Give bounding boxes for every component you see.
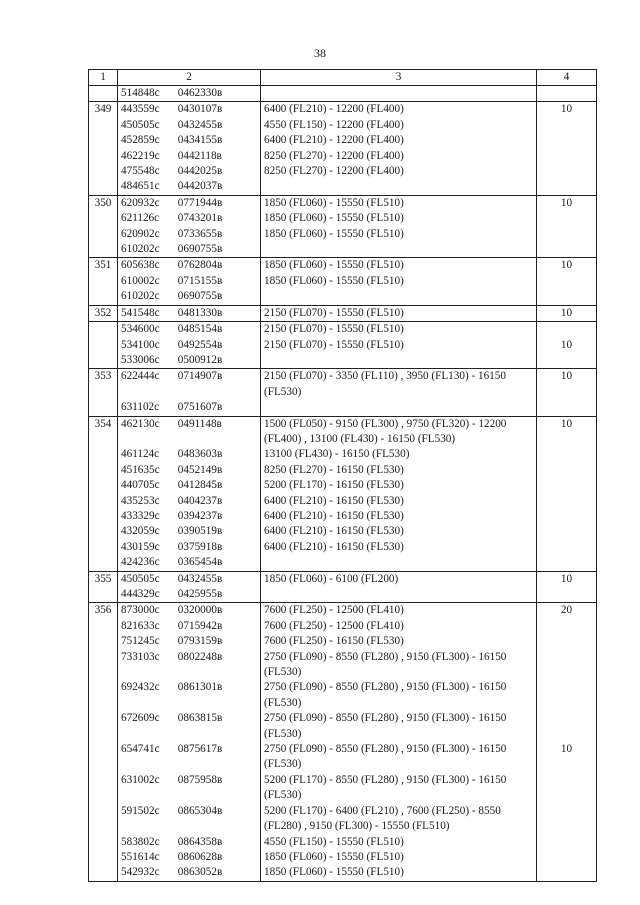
- latitude-code: 605638с: [121, 259, 160, 272]
- altitude-range: 1850 (FL060) - 15550 (FL510): [264, 866, 404, 879]
- coordinate-line: [121, 524, 257, 539]
- longitude-code: 0875617в: [177, 743, 223, 756]
- coordinate-line: [121, 572, 257, 587]
- value-line: 10: [560, 103, 573, 116]
- altitude-levels-cell: [261, 195, 537, 258]
- altitude-range: 8250 (FL270) - 16150 (FL530): [264, 463, 404, 476]
- longitude-code: 0462330в: [177, 87, 223, 99]
- latitude-code: 484651с: [121, 180, 160, 193]
- coordinate-line: [121, 179, 257, 194]
- longitude-code: 0743201в: [177, 212, 223, 225]
- latitude-code: 451635с: [121, 463, 160, 476]
- coordinate-line: [121, 227, 257, 242]
- coordinate-line: [121, 634, 257, 649]
- coordinate-line: [121, 306, 257, 321]
- coordinates-table: [88, 69, 597, 882]
- altitude-range: 6400 (FL210) - 16150 (FL530): [264, 494, 404, 507]
- coordinate-line: [121, 400, 257, 415]
- coordinates-cell: [118, 416, 261, 571]
- latitude-code: 622444с: [121, 370, 160, 383]
- value-line: [540, 711, 593, 726]
- coordinate-line: [121, 665, 257, 680]
- latitude-code: 424236с: [121, 556, 160, 569]
- longitude-code: 0714907в: [177, 370, 223, 383]
- altitude-range: 1850 (FL060) - 15550 (FL510): [264, 259, 404, 272]
- altitude-range: 1850 (FL060) - 15550 (FL510): [264, 274, 404, 287]
- coordinate-line: [121, 742, 257, 757]
- row-number-cell: 355: [89, 571, 118, 603]
- altitude-levels-cell: [261, 416, 537, 571]
- table-row: [89, 571, 597, 603]
- value-line: 10: [560, 196, 573, 209]
- longitude-code: 0442025в: [177, 165, 223, 178]
- latitude-code: 435253с: [121, 494, 160, 507]
- coordinate-line: [121, 494, 257, 509]
- altitude-range: 5200 (FL170) - 6400 (FL210) , 7600 (FL250) - 8550 (FL280) , 9150 (FL300) - 15550 (FL510): [264, 804, 501, 833]
- altitude-levels-cell: [261, 258, 537, 305]
- table-row: [89, 102, 597, 195]
- value-line: [540, 650, 593, 665]
- latitude-code: 621126с: [121, 212, 160, 225]
- latitude-code: 541548с: [121, 306, 160, 319]
- altitude-range: 2750 (FL090) - 8550 (FL280) , 9150 (FL300) - 16150 (FL530): [264, 650, 507, 679]
- longitude-code: 0715155в: [177, 274, 223, 287]
- latitude-code: 475548с: [121, 165, 160, 178]
- altitude-levels-cell: [261, 305, 537, 321]
- altitude-range: 6400 (FL210) - 16150 (FL530): [264, 540, 404, 553]
- latitude-code: 551614с: [121, 850, 160, 863]
- longitude-code: 0434155в: [177, 134, 223, 147]
- longitude-code: 0860628в: [177, 850, 223, 863]
- header-cell-4: 4: [537, 70, 597, 86]
- longitude-code: 0864358в: [177, 835, 223, 848]
- altitude-range: 4550 (FL150) - 15550 (FL510): [264, 835, 404, 848]
- row-number-cell: 353: [89, 369, 118, 416]
- longitude-code: 0481330в: [177, 306, 223, 319]
- value-cell: [537, 369, 597, 416]
- coordinate-line: [121, 211, 257, 226]
- longitude-code: 0365454в: [177, 556, 223, 569]
- header-cell-1: 1: [89, 70, 118, 86]
- longitude-code: 0320000в: [177, 604, 223, 617]
- value-line: [540, 727, 593, 742]
- coordinates-cell: [118, 369, 261, 416]
- value-cell: [537, 322, 597, 369]
- coordinate-line: [121, 727, 257, 742]
- coordinate-line: [121, 587, 257, 602]
- altitude-range: 13100 (FL430) - 16150 (FL530): [264, 448, 410, 461]
- table-row: [89, 603, 597, 881]
- coordinate-line: [121, 338, 257, 353]
- latitude-code: 452859с: [121, 134, 160, 147]
- coordinate-line: [121, 696, 257, 711]
- latitude-code: 534100с: [121, 338, 160, 351]
- table-row: [89, 195, 597, 258]
- altitude-range: 7600 (FL250) - 12500 (FL410): [264, 604, 404, 617]
- altitude-range: 8250 (FL270) - 12200 (FL400): [264, 149, 404, 162]
- coordinates-cell: [118, 603, 261, 881]
- longitude-code: 0715942в: [177, 619, 223, 632]
- longitude-code: 0412845в: [177, 479, 223, 492]
- latitude-code: 533006с: [121, 353, 160, 366]
- coordinates-cell: [118, 86, 261, 102]
- longitude-code: 0483603в: [177, 448, 223, 461]
- value-line: 10: [560, 743, 573, 756]
- row-number-cell: [89, 322, 118, 369]
- altitude-range: 7600 (FL250) - 12500 (FL410): [264, 619, 404, 632]
- longitude-code: 0861301в: [177, 681, 223, 694]
- longitude-code: 0404237в: [177, 494, 223, 507]
- latitude-code: 432059с: [121, 525, 160, 538]
- table-body: [89, 86, 597, 882]
- value-cell: [537, 102, 597, 195]
- coordinates-cell: [118, 305, 261, 321]
- coordinates-cell: [118, 258, 261, 305]
- longitude-code: 0432455в: [177, 118, 223, 131]
- page-number: 38: [314, 46, 326, 60]
- latitude-code: 620902с: [121, 227, 160, 240]
- longitude-code: 0425955в: [177, 588, 223, 600]
- coordinate-line: [121, 102, 257, 117]
- altitude-range: 2150 (FL070) - 15550 (FL510): [264, 338, 404, 351]
- latitude-code: 450505с: [121, 572, 160, 585]
- coordinate-line: [121, 86, 257, 101]
- altitude-range: 2750 (FL090) - 8550 (FL280) , 9150 (FL300) - 16150 (FL530): [264, 681, 507, 709]
- latitude-code: 654741с: [121, 743, 160, 756]
- latitude-code: 440705с: [121, 479, 160, 492]
- longitude-code: 0793159в: [177, 635, 223, 648]
- value-cell: [537, 195, 597, 258]
- longitude-code: 0375918в: [177, 540, 223, 553]
- header-cell-3: 3: [261, 70, 537, 86]
- latitude-code: 514848с: [121, 87, 160, 99]
- latitude-code: 692432с: [121, 681, 160, 694]
- altitude-range: 2150 (FL070) - 3350 (FL110) , 3950 (FL130) - 16150 (FL530): [264, 370, 506, 398]
- coordinate-line: [121, 711, 257, 726]
- coordinate-line: [121, 289, 257, 304]
- coordinates-cell: [118, 322, 261, 369]
- longitude-code: 0500912в: [177, 353, 223, 366]
- value-cell: [537, 571, 597, 603]
- coordinate-line: [121, 757, 257, 772]
- altitude-range: 6400 (FL210) - 12200 (FL400): [264, 103, 404, 116]
- altitude-levels-cell: [261, 86, 537, 102]
- altitude-range: 4550 (FL150) - 12200 (FL400): [264, 118, 404, 131]
- coordinate-line: [121, 385, 257, 400]
- value-line: 20: [560, 604, 573, 617]
- latitude-code: 620932с: [121, 196, 160, 209]
- coordinate-line: [121, 478, 257, 493]
- coordinate-line: [121, 788, 257, 803]
- coordinate-line: [121, 417, 257, 432]
- value-line: 10: [560, 417, 573, 430]
- latitude-code: 733103с: [121, 650, 160, 663]
- value-line: [540, 619, 593, 634]
- coordinate-line: [121, 164, 257, 179]
- coordinate-line: [121, 369, 257, 384]
- latitude-code: 631102с: [121, 401, 160, 414]
- latitude-code: 450505с: [121, 118, 160, 131]
- longitude-code: 0394237в: [177, 509, 223, 522]
- value-line: 10: [560, 572, 573, 585]
- longitude-code: 0430107в: [177, 103, 223, 116]
- table-row: [89, 416, 597, 571]
- longitude-code: 0485154в: [177, 323, 223, 336]
- altitude-range: 2750 (FL090) - 8550 (FL280) , 9150 (FL300) - 16150 (FL530): [264, 743, 507, 771]
- coordinate-line: [121, 432, 257, 447]
- value-line: [540, 696, 593, 711]
- altitude-range: 6400 (FL210) - 12200 (FL400): [264, 134, 404, 147]
- longitude-code: 0875958в: [177, 773, 223, 786]
- value-line: [540, 322, 593, 337]
- latitude-code: 462130с: [121, 417, 160, 430]
- coordinate-line: [121, 819, 257, 834]
- altitude-range: 6400 (FL210) - 16150 (FL530): [264, 525, 404, 538]
- altitude-range: 2750 (FL090) - 8550 (FL280) , 9150 (FL300) - 16150 (FL530): [264, 712, 507, 740]
- altitude-range: 5200 (FL170) - 16150 (FL530): [264, 479, 404, 492]
- coordinate-line: [121, 133, 257, 148]
- coordinates-cell: [118, 102, 261, 195]
- row-number-cell: 354: [89, 416, 118, 571]
- longitude-code: 0442037в: [177, 180, 223, 193]
- coordinate-line: [121, 258, 257, 273]
- row-number-cell: 352: [89, 305, 118, 321]
- longitude-code: 0865304в: [177, 804, 223, 817]
- altitude-levels-cell: [261, 102, 537, 195]
- row-number-cell: 349: [89, 102, 118, 195]
- table-row: [89, 305, 597, 321]
- coordinate-line: [121, 540, 257, 555]
- latitude-code: 610202с: [121, 290, 160, 303]
- row-number-cell: [89, 86, 118, 102]
- coordinate-line: [121, 555, 257, 570]
- longitude-code: 0492554в: [177, 338, 223, 351]
- altitude-range: 6400 (FL210) - 16150 (FL530): [264, 509, 404, 522]
- header-cell-2: 2: [118, 70, 261, 86]
- latitude-code: 751245с: [121, 635, 160, 648]
- coordinate-line: [121, 850, 257, 865]
- value-cell: [537, 603, 597, 881]
- longitude-code: 0751607в: [177, 401, 223, 414]
- value-line: 10: [560, 370, 573, 383]
- altitude-levels-cell: [261, 603, 537, 881]
- latitude-code: 462219с: [121, 149, 160, 162]
- latitude-code: 534600с: [121, 323, 160, 336]
- longitude-code: 0771944в: [177, 196, 223, 209]
- longitude-code: 0762804в: [177, 259, 223, 272]
- altitude-range: 1850 (FL060) - 15550 (FL510): [264, 212, 404, 225]
- altitude-levels-cell: [261, 571, 537, 603]
- latitude-code: 542932с: [121, 866, 160, 879]
- longitude-code: 0690755в: [177, 290, 223, 303]
- table-header-row: [89, 70, 597, 86]
- table-row: [89, 322, 597, 369]
- latitude-code: 443559с: [121, 103, 160, 116]
- coordinate-line: [121, 353, 257, 368]
- longitude-code: 0690755в: [177, 243, 223, 256]
- coordinate-line: [121, 804, 257, 819]
- latitude-code: 631002с: [121, 773, 160, 786]
- value-line: 10: [560, 306, 573, 319]
- longitude-code: 0802248в: [177, 650, 223, 663]
- coordinate-line: [121, 463, 257, 478]
- coordinate-line: [121, 650, 257, 665]
- coordinate-line: [121, 447, 257, 462]
- value-line: 10: [560, 259, 573, 272]
- coordinate-line: [121, 509, 257, 524]
- coordinate-line: [121, 118, 257, 133]
- coordinate-line: [121, 149, 257, 164]
- coordinate-line: [121, 196, 257, 211]
- latitude-code: 873000с: [121, 604, 160, 617]
- coordinate-line: [121, 242, 257, 257]
- latitude-code: 461124с: [121, 448, 160, 461]
- latitude-code: 583802с: [121, 835, 160, 848]
- value-line: 10: [560, 338, 573, 351]
- longitude-code: 0452149в: [177, 463, 223, 476]
- coordinates-cell: [118, 195, 261, 258]
- coordinate-line: [121, 274, 257, 289]
- row-number-cell: 351: [89, 258, 118, 305]
- latitude-code: 444329с: [121, 588, 160, 600]
- altitude-levels-cell: [261, 369, 537, 416]
- altitude-range: 8250 (FL270) - 12200 (FL400): [264, 165, 404, 178]
- coordinate-line: [121, 773, 257, 788]
- coordinate-line: [121, 680, 257, 695]
- table-row: [89, 86, 597, 102]
- value-cell: [537, 416, 597, 571]
- altitude-range: 1850 (FL060) - 15550 (FL510): [264, 196, 404, 209]
- coordinates-cell: [118, 571, 261, 603]
- value-line: [540, 634, 593, 649]
- longitude-code: 0863815в: [177, 712, 223, 725]
- row-number-cell: 350: [89, 195, 118, 258]
- altitude-range: 1850 (FL060) - 15550 (FL510): [264, 850, 404, 863]
- latitude-code: 430159с: [121, 540, 160, 553]
- coordinate-line: [121, 603, 257, 618]
- latitude-code: 821633с: [121, 619, 160, 632]
- altitude-range: 7600 (FL250) - 16150 (FL530): [264, 635, 404, 648]
- coordinate-line: [121, 619, 257, 634]
- value-cell: [537, 258, 597, 305]
- value-line: [540, 665, 593, 680]
- altitude-levels-cell: [261, 322, 537, 369]
- value-cell: [537, 86, 597, 102]
- row-number-cell: 356: [89, 603, 118, 881]
- value-cell: [537, 305, 597, 321]
- longitude-code: 0442118в: [177, 149, 222, 162]
- longitude-code: 0733655в: [177, 227, 223, 240]
- value-line: [540, 680, 593, 695]
- altitude-range: 1850 (FL060) - 15550 (FL510): [264, 227, 404, 240]
- latitude-code: 591502с: [121, 804, 160, 817]
- latitude-code: 433329с: [121, 509, 160, 522]
- coordinate-line: [121, 835, 257, 850]
- latitude-code: 610002с: [121, 274, 160, 287]
- altitude-range: 1850 (FL060) - 6100 (FL200): [264, 572, 399, 585]
- latitude-code: 672609с: [121, 712, 160, 725]
- coordinate-line: [121, 865, 257, 880]
- altitude-range: 2150 (FL070) - 15550 (FL510): [264, 306, 404, 319]
- table-row: [89, 369, 597, 416]
- coordinate-line: [121, 322, 257, 337]
- longitude-code: 0432455в: [177, 572, 223, 585]
- table-row: [89, 258, 597, 305]
- longitude-code: 0390519в: [177, 525, 223, 538]
- altitude-range: 5200 (FL170) - 8550 (FL280) , 9150 (FL300) - 16150 (FL530): [264, 773, 507, 802]
- altitude-range: 2150 (FL070) - 15550 (FL510): [264, 323, 404, 336]
- longitude-code: 0491148в: [177, 417, 222, 430]
- altitude-range: 1500 (FL050) - 9150 (FL300) , 9750 (FL320) - 12200 (FL400) , 13100 (FL430) - 16150 (FL530): [264, 417, 507, 445]
- longitude-code: 0863052в: [177, 866, 223, 879]
- latitude-code: 610202с: [121, 243, 160, 256]
